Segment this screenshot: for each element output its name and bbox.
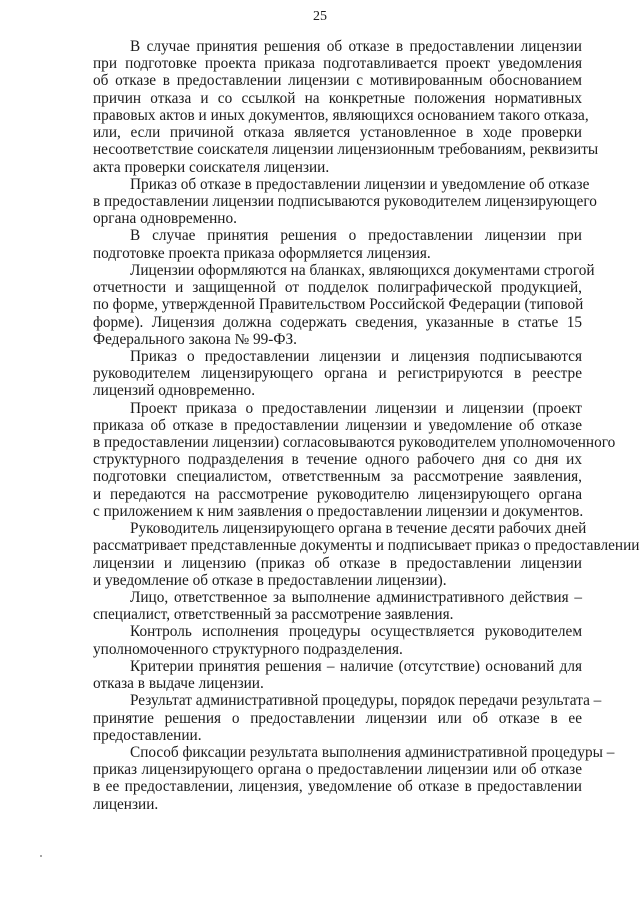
text-line: Проект приказа о предоставлении лицензии и лицензии (проект bbox=[130, 399, 582, 417]
text-line: несоответствие соискателя лицензии лицензионным требованиям, реквизиты bbox=[93, 141, 599, 159]
text-line: Лицензии оформляются на бланках, являющихся документами строгой bbox=[130, 261, 595, 279]
text-line: в ее предоставлении, лицензия, уведомление об отказе в предоставлении bbox=[93, 778, 582, 796]
paragraph bbox=[93, 520, 640, 589]
text-line: специалист, ответственный за рассмотрение заявления. bbox=[93, 606, 454, 624]
page-number: 25 bbox=[313, 9, 327, 24]
text-line: и передаются на рассмотрение руководителю лицензирующего органа bbox=[93, 485, 582, 503]
paragraph bbox=[93, 227, 582, 261]
text-line: Способ фиксации результата выполнения административной процедуры – bbox=[130, 743, 615, 761]
text-line: лицензии и лицензию (приказ об отказе в предоставлении лицензии bbox=[93, 554, 582, 572]
text-line: приказ лицензирующего органа о предоставлении лицензии или об отказе bbox=[93, 761, 582, 779]
text-line: при подготовке проекта приказа подготавливается проект уведомления bbox=[93, 55, 582, 73]
paragraph bbox=[93, 589, 582, 623]
paragraph bbox=[93, 175, 597, 228]
paragraph bbox=[93, 399, 616, 521]
text-line: акта проверки соискателя лицензии. bbox=[93, 158, 330, 176]
text-line: лицензии. bbox=[93, 795, 159, 813]
text-line: подготовке проекта приказа оформляется лицензия. bbox=[93, 244, 431, 262]
text-line: лицензий одновременно. bbox=[93, 382, 256, 400]
text-line: отказа в выдаче лицензии. bbox=[93, 675, 264, 693]
text-line: с приложением к ним заявления о предоставлении лицензии и документов. bbox=[93, 502, 584, 520]
text-line: по форме, утвержденной Правительством Российской Федерации (типовой bbox=[93, 296, 584, 314]
text-line: предоставлении. bbox=[93, 726, 202, 744]
paragraph bbox=[93, 743, 615, 813]
scan-speck bbox=[40, 855, 42, 857]
text-line: Приказ об отказе в предоставлении лицензии и уведомление об отказе bbox=[130, 175, 590, 193]
paragraph bbox=[93, 692, 602, 744]
text-line: органа одновременно. bbox=[93, 210, 237, 228]
text-line: отчетности и защищенной от подделок полиграфической продукцией, bbox=[93, 279, 582, 297]
paragraph bbox=[93, 658, 582, 692]
paragraph bbox=[93, 38, 599, 176]
text-line: руководителем лицензирующего органа и регистрируются в реестре bbox=[93, 365, 582, 383]
text-line: Приказ о предоставлении лицензии и лицензия подписываются bbox=[130, 347, 582, 365]
text-line: В случае принятия решения о предоставлении лицензии при bbox=[130, 227, 582, 245]
text-line: структурного подразделения в течение одного рабочего дня со дня их bbox=[93, 451, 582, 469]
text-line: или, если причиной отказа является установленное в ходе проверки bbox=[93, 124, 582, 142]
document-body bbox=[93, 38, 640, 813]
text-line: В случае принятия решения об отказе в предоставлении лицензии bbox=[130, 38, 582, 55]
text-line: Контроль исполнения процедуры осуществляется руководителем bbox=[130, 623, 582, 641]
text-line: Лицо, ответственное за выполнение административного действия – bbox=[130, 589, 582, 606]
text-line: и уведомление об отказе в предоставлении лицензии). bbox=[93, 571, 447, 589]
paragraph bbox=[93, 623, 582, 657]
text-line: причин отказа и со ссылкой на конкретные положения нормативных bbox=[93, 89, 582, 107]
text-line: рассматривает представленные документы и подписывает приказ о предоставлении bbox=[93, 537, 640, 555]
text-line: принятие решения о предоставлении лицензии или об отказе в ее bbox=[93, 709, 582, 727]
text-line: правовых актов и иных документов, являющихся основанием такого отказа, bbox=[93, 106, 589, 124]
text-line: Руководитель лицензирующего органа в течение десяти рабочих дней bbox=[130, 520, 587, 538]
text-line: Федерального закона № 99-ФЗ. bbox=[93, 330, 297, 348]
text-line: уполномоченного структурного подразделения. bbox=[93, 640, 403, 658]
paragraph bbox=[93, 261, 595, 348]
text-line: в предоставлении лицензии) согласовываются руководителем уполномоченного bbox=[93, 434, 616, 452]
text-line: форме). Лицензия должна содержать сведения, указанные в статье 15 bbox=[93, 313, 582, 331]
text-line: подготовки специалистом, ответственным за рассмотрение заявления, bbox=[93, 468, 582, 486]
text-line: Результат административной процедуры, порядок передачи результата – bbox=[130, 692, 602, 710]
paragraph bbox=[93, 348, 582, 400]
text-line: приказа об отказе в предоставлении лицензии и уведомление об отказе bbox=[93, 416, 582, 434]
text-line: Критерии принятия решения – наличие (отсутствие) оснований для bbox=[130, 657, 582, 675]
text-line: об отказе в предоставлении лицензии с мотивированным обоснованием bbox=[93, 72, 582, 90]
text-line: в предоставлении лицензии подписываются руководителем лицензирующего bbox=[93, 192, 597, 210]
